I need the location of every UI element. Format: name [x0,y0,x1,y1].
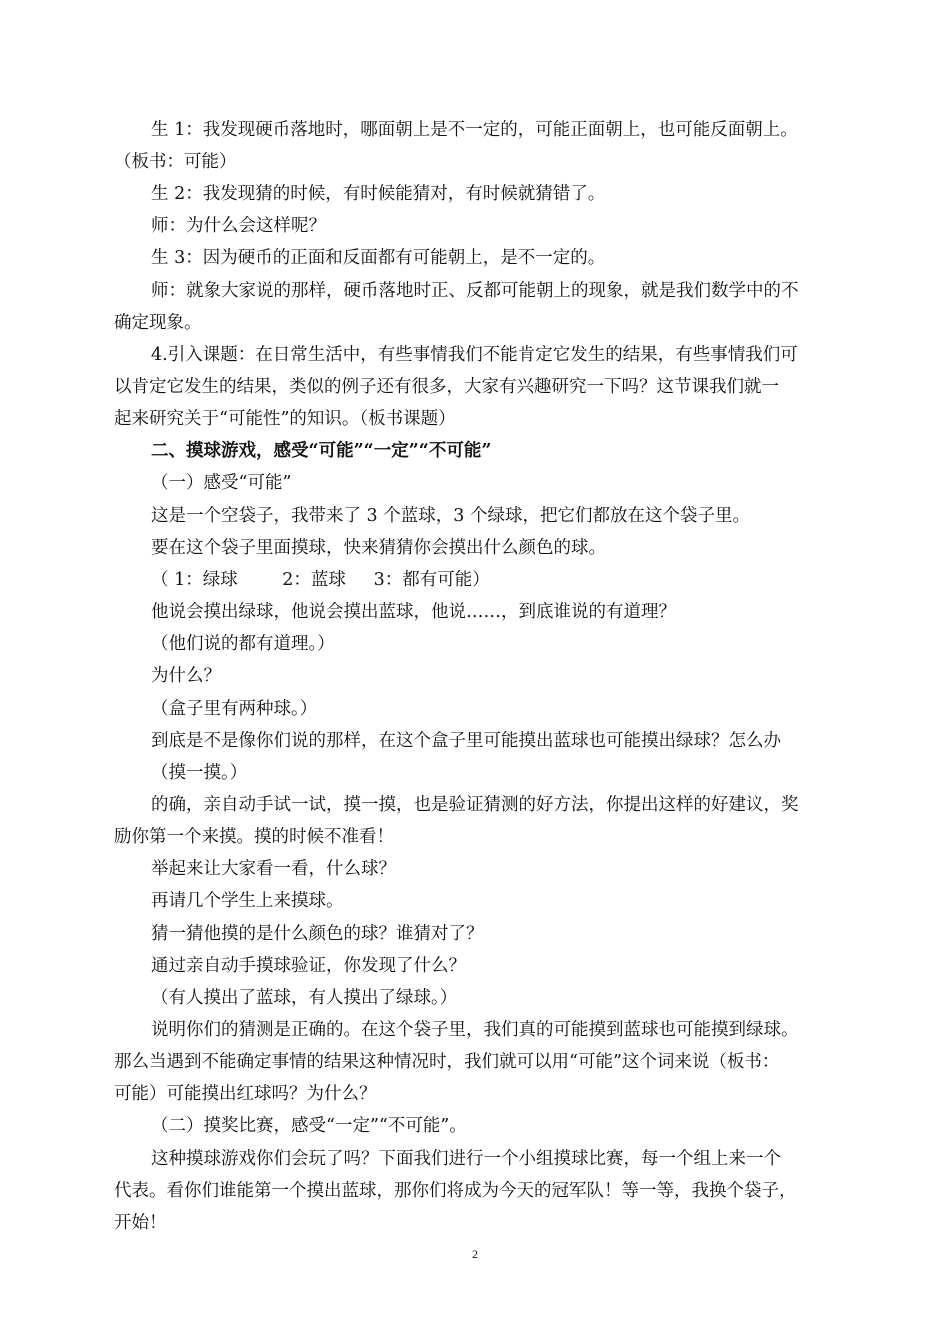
text-line: 猜一猜他摸的是什么颜色的球？谁猜对了？ [151,924,484,944]
text-line: 确定现象。 [114,313,202,333]
text-line: 生 2：我发现猜的时候，有时候能猜对，有时候就猜错了。 [151,184,606,204]
text-line: 生 1：我发现硬币落地时，哪面朝上是不一定的，可能正面朝上，也可能反面朝上。 [151,120,798,140]
text-line: （盒子里有两种球。） [151,699,318,719]
text-line: 再请几个学生上来摸球。 [151,891,344,911]
subsection-heading: （二）摸奖比赛，感受“一定”“不可能”。 [151,1116,467,1136]
text-line: 起来研究关于“可能性”的知识。（板书课题） [114,409,456,429]
text-line: 那么当遇到不能确定事情的结果这种情况时，我们就可以用“可能”这个词来说（板书： [114,1052,780,1072]
text-line: 的确，亲自动手试一试，摸一摸，也是验证猜测的好方法，你提出这样的好建议，奖 [151,795,799,815]
subsection-heading: （一）感受“可能” [151,473,292,493]
text-line: 生 3：因为硬币的正面和反面都有可能朝上，是不一定的。 [151,248,606,268]
text-line: 可能）可能摸出红球吗？为什么？ [114,1084,377,1104]
text-line: 为什么？ [151,666,221,686]
section-heading: 二、摸球游戏，感受“可能”“一定”“不可能” [151,441,492,461]
text-line: （板书：可能） [114,152,237,172]
text-line: （摸一摸。） [151,763,248,783]
text-line: 励你第一个来摸。摸的时候不准看！ [114,827,394,847]
text-line: 4.引入课题：在日常生活中，有些事情我们不能肯定它发生的结果，有些事情我们可 [151,345,798,365]
text-line: 说明你们的猜测是正确的。在这个袋子里，我们真的可能摸到蓝球也可能摸到绿球。 [151,1020,799,1040]
text-line: 师：为什么会这样呢？ [151,216,326,236]
text-line: 举起来让大家看一看，什么球？ [151,859,396,879]
text-line: 到底是不是像你们说的那样，在这个盒子里可能摸出蓝球也可能摸出绿球？怎么办 [151,731,781,751]
text-line: 这是一个空袋子，我带来了 3 个蓝球，3 个绿球，把它们都放在这个袋子里。 [151,506,750,526]
text-line: 代表。看你们谁能第一个摸出蓝球，那你们将成为今天的冠军队！等一等，我换个袋子， [114,1181,797,1201]
text-line: 以肯定它发生的结果，类似的例子还有很多，大家有兴趣研究一下吗？这节课我们就一 [114,377,779,397]
text-line: 开始！ [114,1213,167,1233]
text-line: 这种摸球游戏你们会玩了吗？下面我们进行一个小组摸球比赛，每一个组上来一个 [151,1149,781,1169]
text-line: 要在这个袋子里面摸球，快来猜猜你会摸出什么颜色的球。 [151,538,606,558]
text-line: （他们说的都有道理。） [151,634,335,654]
text-line: （有人摸出了蓝球，有人摸出了绿球。） [151,988,458,1008]
page-number: 2 [472,1247,478,1261]
text-line: （ 1：绿球 2：蓝球 3：都有可能） [151,570,490,590]
text-line: 通过亲自动手摸球验证，你发现了什么？ [151,956,466,976]
text-line: 他说会摸出绿球，他说会摸出蓝球，他说……，到底谁说的有道理？ [151,602,676,622]
text-line: 师：就象大家说的那样，硬币落地时正、反都可能朝上的现象，就是我们数学中的不 [151,281,799,301]
